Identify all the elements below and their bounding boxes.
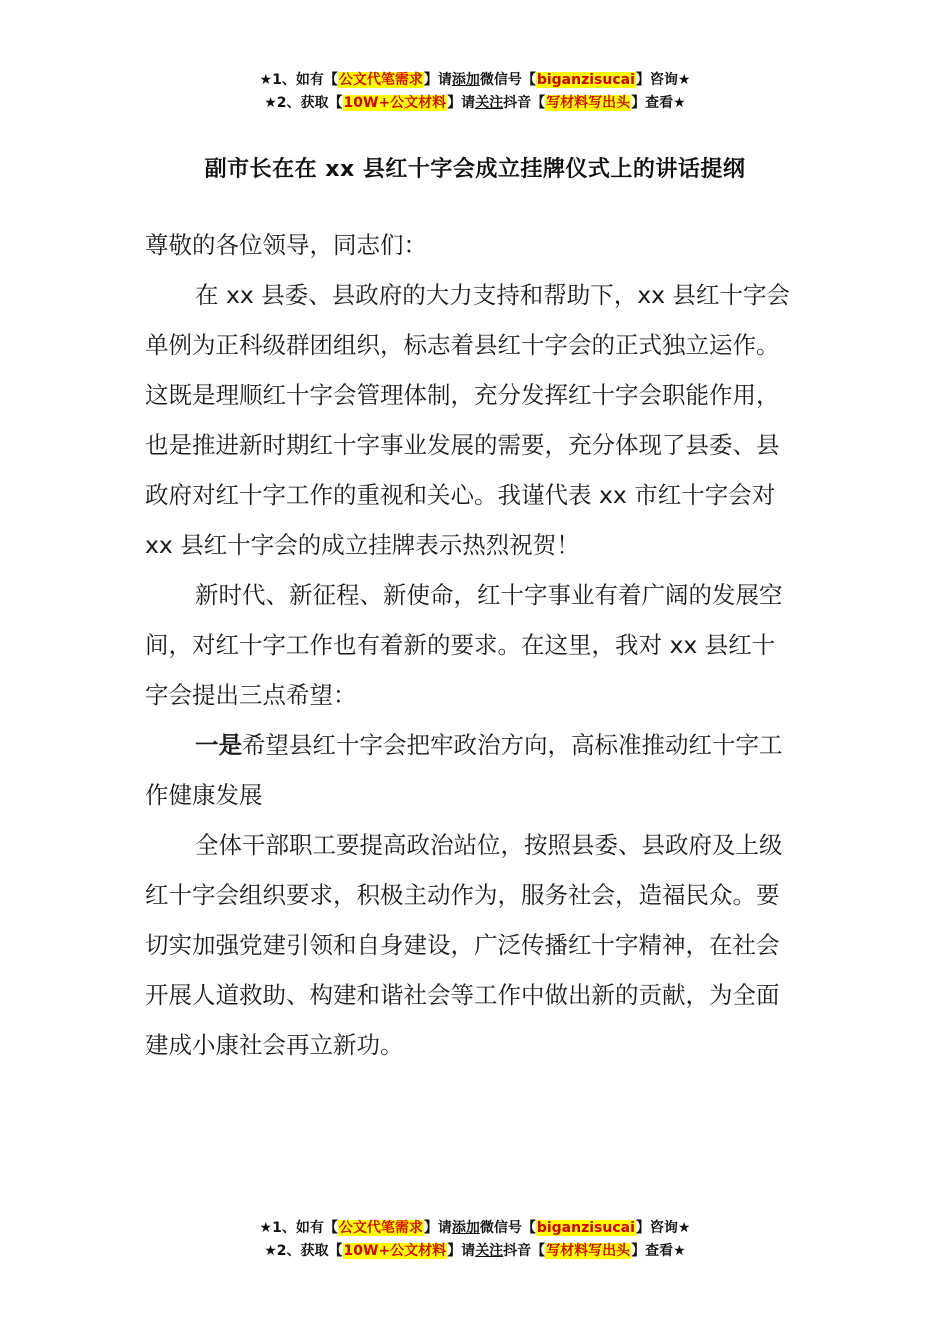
banner-line-1: [0, 1217, 950, 1240]
point-1: [145, 720, 795, 820]
banner-highlight: 写材料写出头: [546, 1243, 631, 1259]
document-body: [145, 220, 795, 1070]
banner-highlight: 10W+公文材料: [343, 95, 447, 111]
banner-highlight: 公文代笔需求: [338, 1220, 423, 1236]
banner-highlight: 公文代笔需求: [338, 72, 423, 88]
banner-text: 微信号【: [479, 72, 536, 88]
banner-text: 抖音【: [503, 95, 546, 111]
bottom-banner: [0, 1217, 950, 1263]
banner-text: 微信号【: [479, 1220, 536, 1236]
paragraph-1: 在 xx 县委、县政府的大力支持和帮助下，xx 县红十字会单例为正科级群团组织，标志着县红十字会的正式独立运作。这既是理顺红十字会管理体制，充分发挥红十字会职能作用，也是推进新时期红十字事业发展的需要，充分体现了县委、县政府对红十字工作的重视和关心。我谨代表 xx 市红十字会对 xx 县红十字会的成立挂牌表示热烈祝贺！: [145, 281, 791, 559]
banner-text: 】咨询★: [635, 72, 691, 88]
banner-text: 】咨询★: [635, 1220, 691, 1236]
banner-text: 】请: [423, 72, 452, 88]
paragraph-2: 新时代、新征程、新使命，红十字事业有着广阔的发展空间，对红十字工作也有着新的要求。在这里，我对 xx 县红十字会提出三点希望：: [145, 581, 783, 709]
banner-highlight: biganzisucai: [536, 1220, 635, 1236]
banner-text: 】请: [423, 1220, 452, 1236]
banner-underlined-text: 关注: [475, 1243, 504, 1259]
paragraph-3: 全体干部职工要提高政治站位，按照县委、县政府及上级红十字会组织要求，积极主动作为，服务社会，造福民众。要切实加强党建引领和自身建设，广泛传播红十字精神，在社会开展人道救助、构建和谐社会等工作中做出新的贡献，为全面建成小康社会再立新功。: [145, 831, 783, 1059]
banner-text: 】查看★: [631, 1243, 686, 1259]
banner-text: ★1、如有【: [259, 1220, 338, 1236]
banner-text: 】请: [447, 1243, 476, 1259]
banner-underlined-text: 添加: [451, 72, 480, 88]
banner-line-2: [0, 1240, 950, 1263]
document-title: 副市长在在 xx 县红十字会成立挂牌仪式上的讲话提纲: [204, 157, 746, 182]
banner-highlight: 写材料写出头: [546, 95, 631, 111]
salutation: 尊敬的各位领导，同志们：: [145, 231, 427, 259]
banner-text: 】请: [447, 95, 476, 111]
banner-underlined-text: 关注: [475, 95, 504, 111]
point-1-text: 希望县红十字会把牢政治方向，高标准推动红十字工作健康发展: [145, 731, 783, 809]
point-1-lead: 一是: [195, 731, 242, 759]
top-banner: [0, 69, 950, 115]
banner-text: ★2、获取【: [264, 1243, 343, 1259]
banner-underlined-text: 添加: [451, 1220, 480, 1236]
banner-highlight: biganzisucai: [536, 72, 635, 88]
banner-text: ★2、获取【: [264, 95, 343, 111]
banner-line-1: [0, 69, 950, 92]
banner-text: 】查看★: [631, 95, 686, 111]
banner-line-2: [0, 92, 950, 115]
banner-highlight: 10W+公文材料: [343, 1243, 447, 1259]
banner-text: ★1、如有【: [259, 72, 338, 88]
banner-text: 抖音【: [503, 1243, 546, 1259]
